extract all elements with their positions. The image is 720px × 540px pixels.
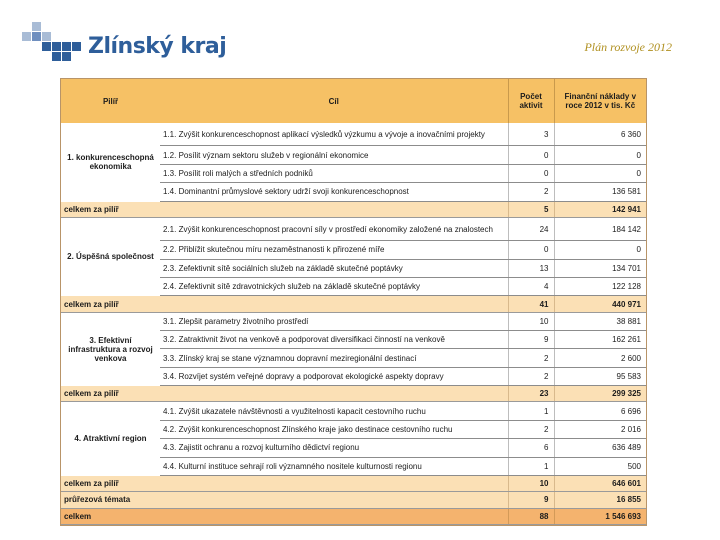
table-row: [61, 217, 646, 240]
grand-total-row: [61, 508, 646, 525]
pillar-summary-row: [61, 386, 646, 402]
logo-squares-icon: [22, 22, 82, 64]
activity-cost-table: [61, 79, 646, 525]
goal-cost: 0: [554, 241, 646, 259]
goal-text: 4.1. Zvýšit ukazatele návštěvnosti a využitelnosti kapacit cestovního ruchu: [160, 402, 508, 420]
goal-text: 2.1. Zvýšit konkurenceschopnost pracovní síly v prostředí ekonomiky založené na znalostech: [160, 217, 508, 240]
goal-text: 2.3. Zefektivnit sítě sociálních služeb na základě skutečné poptávky: [160, 259, 508, 277]
goal-count: 9: [508, 331, 554, 349]
summary-cost: 646 601: [554, 475, 646, 491]
goal-cost: 6 696: [554, 402, 646, 420]
goal-cost: 636 489: [554, 439, 646, 457]
pillar-name: 4. Atraktivní region: [74, 434, 147, 444]
header-cost: Finanční náklady v roce 2012 v tis. Kč: [554, 79, 646, 123]
summary-label: celkem za pilíř: [61, 386, 508, 402]
summary-cost: 299 325: [554, 386, 646, 402]
goal-cost: 136 581: [554, 183, 646, 201]
goal-text: 3.4. Rozvíjet systém veřejné dopravy a podporovat ekologické aspekty dopravy: [160, 367, 508, 385]
goal-count: 24: [508, 217, 554, 240]
summary-label: celkem za pilíř: [61, 201, 508, 217]
summary-count: 5: [508, 201, 554, 217]
summary-cost: 142 941: [554, 201, 646, 217]
grand-total-label: celkem: [61, 508, 508, 525]
table-row: [61, 312, 646, 330]
pillar-name: 3. Efektivní infrastruktura a rozvoj venkova: [68, 335, 153, 363]
goal-text: 4.2. Zvýšit konkurenceschopnost Zlínského kraje jako destinace cestovního ruchu: [160, 420, 508, 438]
goal-text: 1.3. Posílit roli malých a středních podniků: [160, 164, 508, 182]
goal-cost: 6 360: [554, 123, 646, 146]
goal-count: 3: [508, 123, 554, 146]
table-row: [61, 123, 646, 146]
plan-title: Plán rozvoje 2012: [584, 40, 672, 54]
goal-text: 3.3. Zlínský kraj se stane významnou dopravní meziregionální destinací: [160, 349, 508, 367]
goal-text: 3.2. Zatraktivnit život na venkově a podporovat diversifikaci činností na venkově: [160, 331, 508, 349]
goal-count: 0: [508, 164, 554, 182]
header-goal: Cíl: [160, 79, 508, 123]
goal-count: 0: [508, 241, 554, 259]
activity-cost-table-frame: [60, 78, 647, 526]
goal-cost: 500: [554, 457, 646, 475]
goal-cost: 38 881: [554, 312, 646, 330]
goal-text: 1.2. Posílit význam sektoru služeb v regionální ekonomice: [160, 146, 508, 164]
goal-count: 4: [508, 278, 554, 296]
goal-cost: 0: [554, 164, 646, 182]
cross-topics-count: 9: [508, 492, 554, 508]
goal-count: 13: [508, 259, 554, 277]
goal-cost: 2 600: [554, 349, 646, 367]
goal-text: 2.2. Přiblížit skutečnou míru nezaměstnanosti k přirozené míře: [160, 241, 508, 259]
goal-text: 1.4. Dominantní průmyslové sektory udrží svoji konkurenceschopnost: [160, 183, 508, 201]
pillar-summary-row: [61, 475, 646, 491]
goal-text: 1.1. Zvýšit konkurenceschopnost aplikací výsledků výzkumu a vývoje a inovačními projekty: [160, 123, 508, 146]
goal-count: 2: [508, 367, 554, 385]
goal-cost: 122 128: [554, 278, 646, 296]
table-row: [61, 402, 646, 420]
goal-cost: 162 261: [554, 331, 646, 349]
grand-total-cost: 1 546 693: [554, 508, 646, 525]
goal-cost: 2 016: [554, 420, 646, 438]
summary-label: celkem za pilíř: [61, 475, 508, 491]
goal-count: 1: [508, 402, 554, 420]
summary-count: 41: [508, 296, 554, 312]
grand-total-count: 88: [508, 508, 554, 525]
header-pillar: Pilíř: [61, 79, 160, 123]
summary-label: celkem za pilíř: [61, 296, 508, 312]
header-count: Počet aktivit: [508, 79, 554, 123]
cross-topics-cost: 16 855: [554, 492, 646, 508]
pillar-summary-row: [61, 296, 646, 312]
goal-text: 2.4. Zefektivnit sítě zdravotnických služeb na základě skutečné poptávky: [160, 278, 508, 296]
goal-count: 2: [508, 420, 554, 438]
pillar-summary-row: [61, 201, 646, 217]
goal-count: 1: [508, 457, 554, 475]
goal-cost: 134 701: [554, 259, 646, 277]
goal-count: 0: [508, 146, 554, 164]
goal-text: 4.3. Zajistit ochranu a rozvoj kulturního dědictví regionu: [160, 439, 508, 457]
summary-count: 23: [508, 386, 554, 402]
goal-cost: 184 142: [554, 217, 646, 240]
pillar-name: 2. Úspěšná společnost: [67, 252, 154, 262]
goal-count: 2: [508, 349, 554, 367]
goal-cost: 0: [554, 146, 646, 164]
pillar-name: 1. konkurenceschopná ekonomika: [67, 153, 154, 172]
goal-count: 2: [508, 183, 554, 201]
summary-cost: 440 971: [554, 296, 646, 312]
goal-text: 3.1. Zlepšit parametry životního prostředí: [160, 312, 508, 330]
cross-topics-row: [61, 492, 646, 508]
brand-name: Zlínský kraj: [88, 34, 227, 59]
table-header-row: [61, 79, 646, 123]
cross-topics-label: průřezová témata: [61, 492, 508, 508]
goal-count: 10: [508, 312, 554, 330]
goal-cost: 95 583: [554, 367, 646, 385]
summary-count: 10: [508, 475, 554, 491]
goal-text: 4.4. Kulturní instituce sehrají roli významného nositele kulturnosti regionu: [160, 457, 508, 475]
goal-count: 6: [508, 439, 554, 457]
